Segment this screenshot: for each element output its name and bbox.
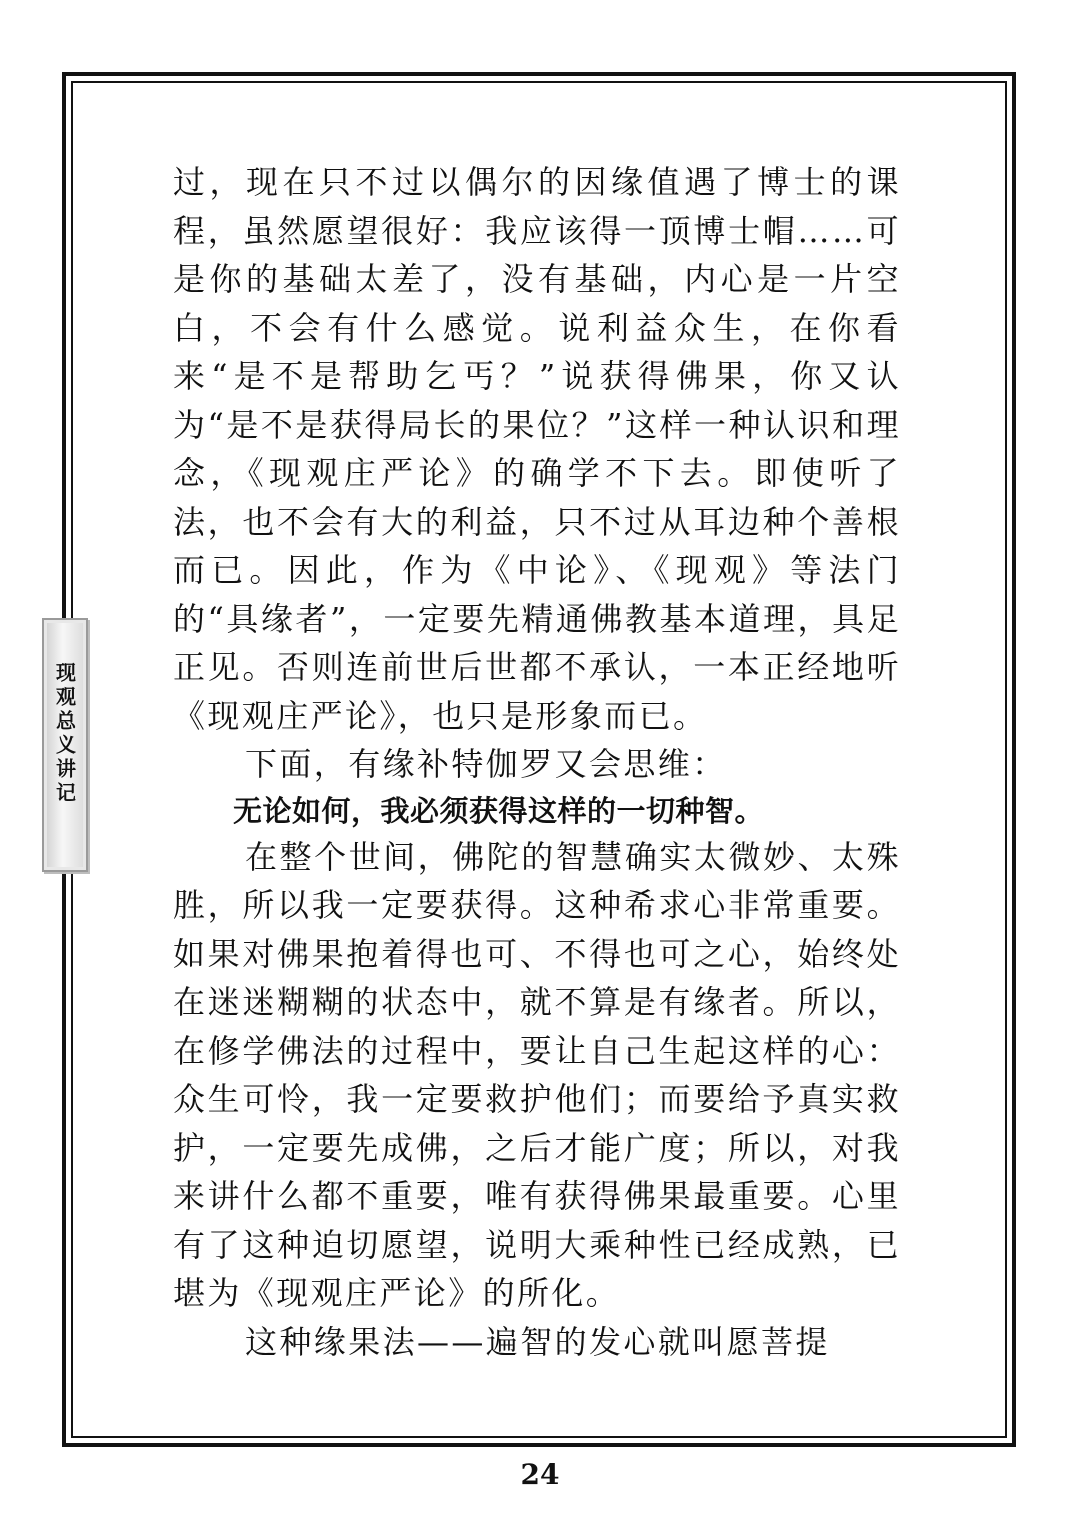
paragraph: 下面，有缘补特伽罗又会思维：	[245, 745, 727, 783]
paragraph: 在整个世间，佛陀的智慧确实太微妙、太殊胜，所以我一定要获得。这种希求心非常重要。如果对佛果抱着得也可、不得也可之心，始终处在迷迷糊糊的状态中，就不算是有缘者。所以，在修学佛法的过程中，要让自己生起这样的心：众生可怜，我一定要救护他们；而要给予真实救护，一定要先成佛，之后才能广度；所以，对我来讲什么都不重要，唯有获得佛果最重要。心里有了这种迫切愿望，说明大乘种性已经成熟，已堪为《现观庄严论》的所化。	[173, 837, 901, 1312]
side-tab	[42, 618, 88, 872]
paragraph: 过，现在只不过以偶尔的因缘值遇了博士的课程，虽然愿望很好：我应该得一顶博士帽……可是你的基础太差了，没有基础，内心是一片空白，不会有什么感觉。说利益众生，在你看来“是不是帮助乞丐？”说获得佛果，你又认为“是不是获得局长的果位？”这样一种认识和理念，《现观庄严论》的确学不下去。即使听了法，也不会有大的利益，只不过从耳边种个善根而已。因此，作为《中论》、《现观》等法门的“具缘者”，一定要先精通佛教基本道理，具足正见。否则连前世后世都不承认，一本正经地听《现观庄严论》，也只是形象而已。	[173, 163, 901, 735]
body-text	[173, 158, 901, 1366]
verse-quote: 无论如何，我必须获得这样的一切种智。	[233, 793, 765, 828]
side-tab-title: 现观总义讲记	[52, 662, 77, 806]
page-number: 24	[520, 1458, 560, 1491]
paragraph: 这种缘果法——遍智的发心就叫愿菩提	[245, 1322, 830, 1361]
